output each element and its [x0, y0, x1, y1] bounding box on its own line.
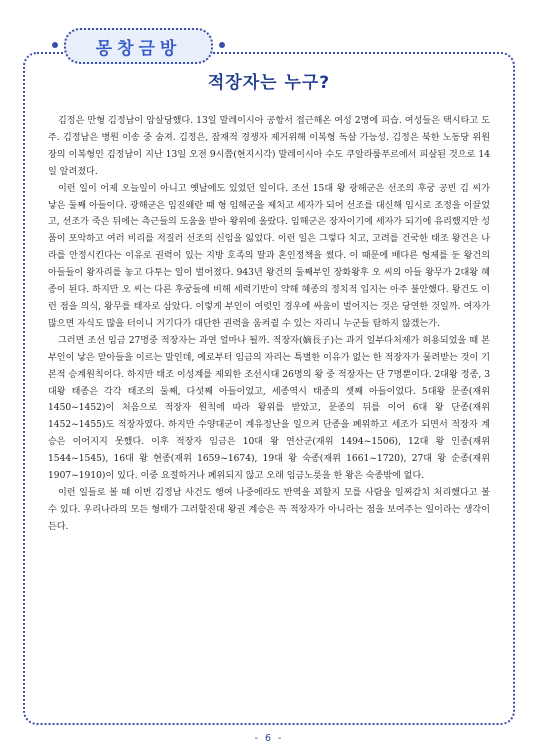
- page-number: - 6 -: [254, 733, 284, 744]
- section-tab: [64, 28, 213, 64]
- article-paragraph-4: 이런 일들로 볼 때 이번 김정남 사건도 행여 나중에라도 반역을 꾀할지 모를 사람을 일찌감치 처리했다고 볼 수 있다. 우리나라의 모든 형태가 그러할진대 왕권 계승은 꼭 적장자가 아니라는 점을 보여주는 일이라는 생각이 든다.: [48, 487, 490, 532]
- article-paragraph-2: 이런 일이 어제 오늘일이 아니고 옛날에도 있었던 일이다. 조선 15대 왕 광해군은 선조의 후궁 공빈 김 씨가 낳은 둘째 아들이다. 광해군은 임진왜란 때 형 임해군을 제치고 세자가 되어 선조를 대신해 임시로 조정을 이끌었고, 선조가 죽은 뒤에는 측근들의 도움을 받아 왕위에 올랐다. 임해군은 장자이기에 세자가 되기에 유리했지만 성품이 포악하고 여러 비리를 저질러 선조의 신임을 잃었다. 이런 일은 그렇다 치고, 고려를 건국한 태조 왕건은 나라를 안정시킨다는 이유로 권력이 있는 지방 호족의 딸과 혼인정책을 썼다. 이 때문에 배다른 형제를 둔 왕건의 아들들이 왕자리를 놓고 다투는 일이 벌어졌다. 943년 왕건의 둘째부인 장화왕후 오 씨의 아들 왕무가 2대왕 혜종이 된다. 하지만 오 씨는 다른 후궁들에 비해 세력기반이 약해 혜종의 정치적 입지는 아주 불안했다. 왕건도 이런 점을 의식, 왕무를 태자로 삼았다. 이렇게 부인이 여럿인 경우에 싸움이 벌어지는 것은 당연한 것일까. 여자가 많으면 자식도 많을 터이니 거기다가 대단한 권력을 움켜쥘 수 있는 자리니 누군들 탐하지 않겠는가.: [48, 183, 490, 329]
- article-paragraph-3: 그러면 조선 임금 27명중 적장자는 과연 얼마나 될까. 적장자(嫡長子)는 과거 일부다처제가 허용되었을 때 본부인이 낳은 맏아들을 이르는 말인데, 예로부터 임금의 자리는 특별한 이유가 없는 한 적장자가 물려받는 것이 기본적 승계원칙이다. 하지만 태조 이성계를 제외한 조선시대 26명의 왕 중 적장자는 단 7명뿐이다. 2대왕 정종, 3대왕 태종은 각각 태조의 둘째, 다섯째 아들이었고, 세종역시 태종의 셋째 아들이었다. 5대왕 문종(재위 1450~1452)이 처음으로 적장자 원칙에 따라 왕위를 받았고, 문종의 뒤를 이어 6대 왕 단종(재위 1452~1455)도 적장자였다. 하지만 수양대군이 계유정난을 일으켜 단종을 폐위하고 세조가 되면서 적장자 계승은 이어지지 못했다. 이후 적장자 임금은 10대 왕 연산군(재위 1494~1506), 12대 왕 인종(재위 1544~1545), 16대 왕 현종(재위 1659~1674), 19대 왕 숙종(재위 1661~1720), 27대 왕 순종(재위 1907~1910)이 있다. 이중 요절하거나 폐위되지 않고 오래 임금노릇을 한 왕은 숙종밖에 없다.: [48, 335, 490, 482]
- section-title: 몽창금방: [95, 38, 182, 59]
- article-paragraph-1: 김정은 만형 김정남이 암살당했다. 13일 말레이시아 공항서 접근해온 여성 2명에 피습. 여성들은 택시타고 도주. 김정남은 병원 이송 중 숨져. 김정은, 잠재적 경쟁자 제거위해 이복형 독살 가능성. 김정은 북한 노동당 위원장의 이복형인 김정남이 지난 13일 오전 9시쯤(현지시각) 말레이시아 수도 쿠알라룸푸르에서 피살된 것으로 14일 알려졌다.: [48, 116, 490, 177]
- article-body: [48, 113, 490, 536]
- article-title: 적장자는 누구?: [207, 73, 331, 93]
